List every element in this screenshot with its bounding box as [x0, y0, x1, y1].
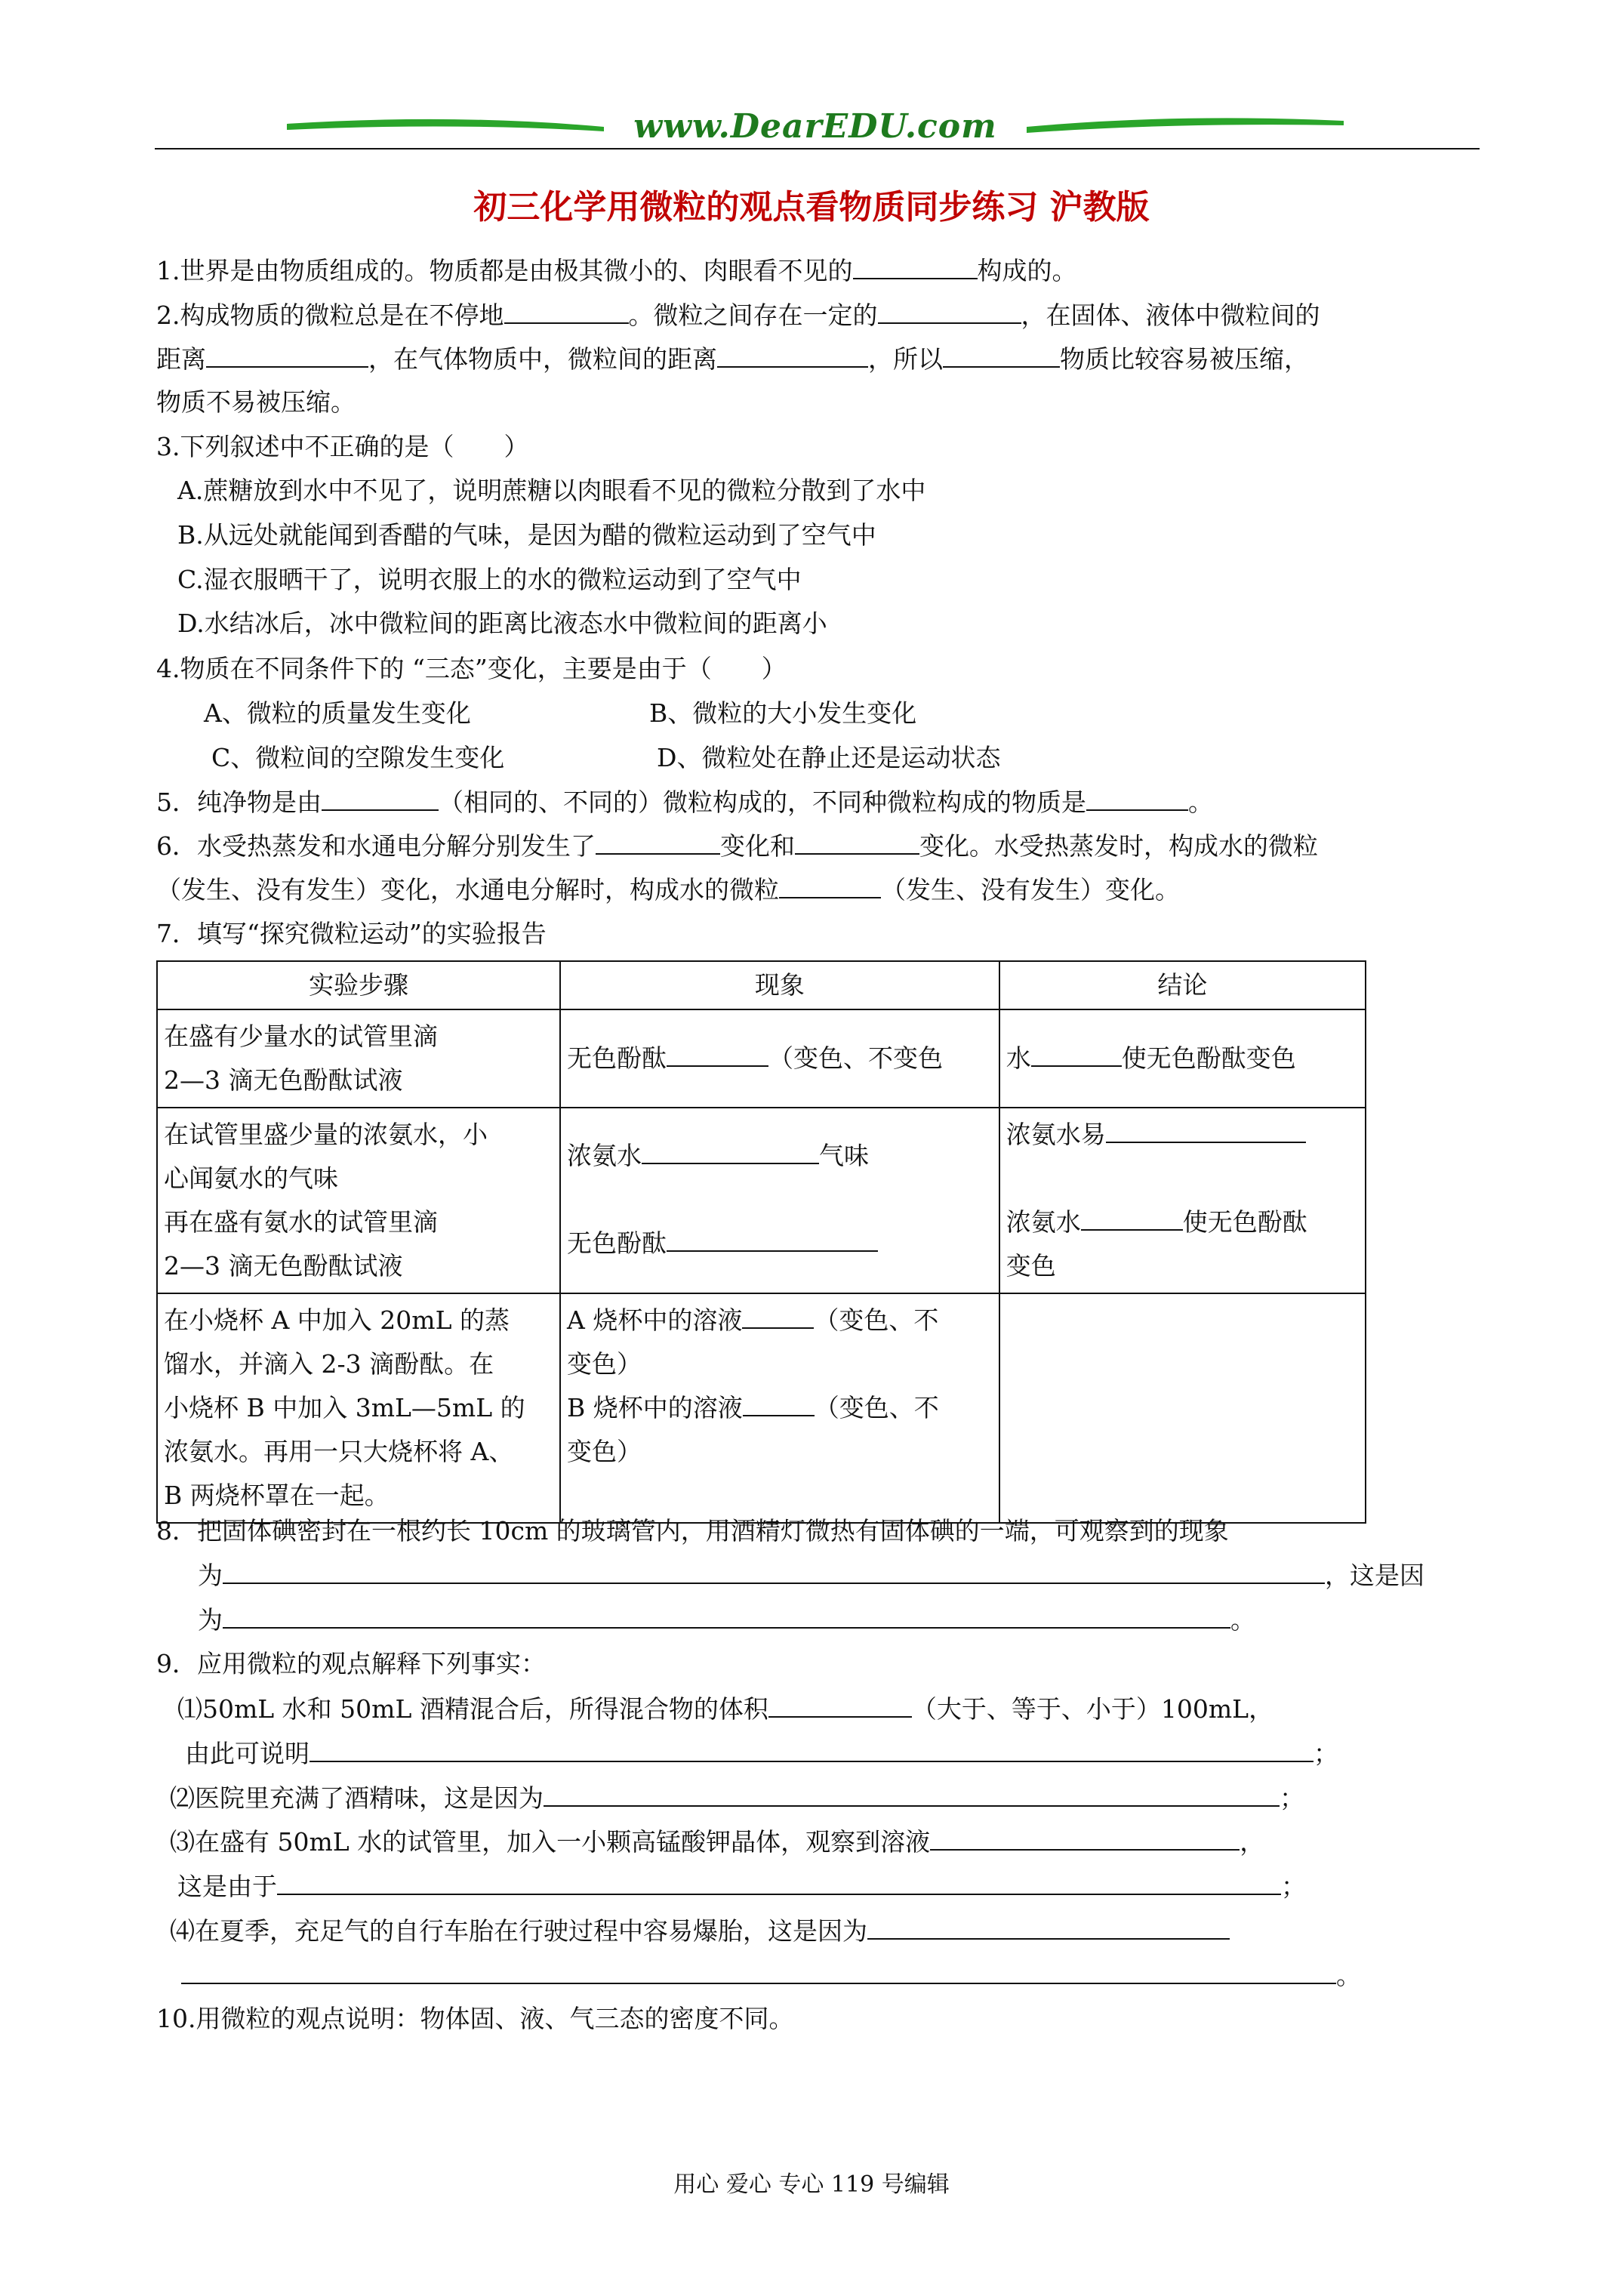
cell-text: 心闻氨水的气味 — [164, 1163, 338, 1193]
q6-text: （发生、没有发生）变化。 — [881, 875, 1180, 905]
cell-text — [567, 1299, 993, 1342]
cell-text: 浓氨水易 — [1006, 1120, 1106, 1149]
answer-blank[interactable] — [779, 874, 881, 898]
answer-blank[interactable] — [743, 1392, 815, 1416]
cell-text: 无色酚酞 — [567, 1043, 667, 1073]
answer-blank[interactable] — [596, 831, 720, 855]
cell-text: 变色） — [567, 1437, 642, 1466]
answer-blank[interactable] — [181, 1960, 1336, 1984]
q6-text: 变化和 — [720, 831, 795, 861]
table-row — [157, 1009, 1366, 1108]
question-9-stem: 9．应用微粒的观点解释下列事实： — [156, 1649, 546, 1678]
q9-text: ； — [1281, 1872, 1306, 1901]
answer-blank[interactable] — [223, 1604, 1230, 1629]
page-footer: 用心 爱心 专心 119 号编辑 — [673, 2171, 950, 2198]
cell-text: 浓氨水。再用一只大烧杯将 A、 — [164, 1437, 514, 1466]
logo-text: www.DearEDU.com — [633, 107, 997, 146]
answer-blank[interactable] — [642, 1140, 819, 1164]
question-2-line-3 — [156, 387, 356, 418]
answer-blank[interactable] — [768, 1693, 912, 1718]
cell-text: 2—3 滴无色酚酞试液 — [164, 1251, 403, 1281]
cell-text: A 烧杯中的溶液 — [567, 1305, 743, 1335]
q2-text: 物质比较容易被压缩， — [1060, 344, 1309, 374]
cell-text — [567, 1134, 993, 1178]
cell-text: 在小烧杯 A 中加入 20mL 的蒸 — [164, 1305, 510, 1335]
answer-blank[interactable] — [667, 1228, 878, 1252]
q9-text: ， — [1240, 1827, 1265, 1857]
answer-blank[interactable] — [310, 1738, 1313, 1762]
question-6-line-2 — [156, 874, 1180, 905]
cell-text: 小烧杯 B 中加入 3mL—5mL 的 — [164, 1393, 525, 1422]
question-8-line-2 — [198, 1560, 1424, 1591]
cell-text: 再在盛有氨水的试管里滴 — [164, 1207, 438, 1237]
cell-text: 变色 — [1006, 1251, 1056, 1281]
q9-text: ⑶在盛有 50mL 水的试管里，加入一小颗高锰酸钾晶体，观察到溶液 — [170, 1827, 931, 1857]
answer-blank[interactable] — [667, 1043, 768, 1067]
cell-text: （变色、不变色 — [768, 1043, 944, 1073]
q5-text: （相同的、不同的）微粒构成的，不同种微粒构成的物质是 — [439, 787, 1086, 817]
q8-text: ，这是因 — [1325, 1561, 1424, 1590]
answer-blank[interactable] — [943, 344, 1060, 368]
q6-text: （发生、没有发生）变化，水通电分解时，构成水的微粒 — [156, 875, 779, 905]
answer-blank[interactable] — [1086, 787, 1188, 811]
answer-blank[interactable] — [544, 1783, 1280, 1807]
q9-text: ； — [1280, 1783, 1304, 1813]
site-logo — [287, 107, 1344, 153]
cell-text: 在试管里盛少量的浓氨水，小 — [164, 1120, 488, 1149]
answer-blank[interactable] — [1031, 1043, 1122, 1067]
cell-text: 无色酚酞 — [567, 1228, 667, 1258]
cell-text: （变色、不 — [814, 1305, 939, 1335]
cell-text: 浓氨水 — [1006, 1207, 1081, 1237]
question-3-stem: 3.下列叙述中不正确的是（ ） — [156, 432, 529, 461]
table-header-steps: 实验步骤 — [157, 961, 560, 1009]
question-3-option-c: C.湿衣服晒干了，说明衣服上的水的微粒运动到了空气中 — [177, 565, 802, 594]
q1-text: 1.世界是由物质组成的。物质都是由极其微小的、肉眼看不见的 — [156, 256, 853, 285]
q8-text: 。 — [1230, 1605, 1255, 1635]
q2-text: 。微粒之间存在一定的 — [628, 300, 878, 330]
q9-text: 。 — [1336, 1961, 1361, 1990]
cell-text — [567, 1386, 993, 1430]
answer-blank[interactable] — [223, 1560, 1325, 1584]
phenomenon-cell — [560, 1293, 999, 1523]
phenomenon-cell — [560, 1009, 999, 1108]
question-2-line-1 — [156, 300, 1320, 331]
question-7-stem: 7．填写“探究微粒运动”的实验报告 — [156, 919, 547, 948]
answer-blank[interactable] — [867, 1915, 1230, 1940]
answer-blank[interactable] — [717, 344, 868, 368]
table-header-phenomenon: 现象 — [560, 961, 999, 1009]
cell-text: 馏水，并滴入 2-3 滴酚酞。在 — [164, 1349, 494, 1379]
question-6-line-1 — [156, 831, 1318, 861]
q2-text: 物质不易被压缩。 — [156, 387, 356, 417]
q9-text: ⑴50mL 水和 50mL 酒精混合后，所得混合物的体积 — [177, 1694, 768, 1724]
q2-text: ，在固体、液体中微粒间的 — [1021, 300, 1320, 330]
cell-text — [567, 1222, 993, 1265]
conclusion-cell[interactable] — [999, 1293, 1366, 1523]
cell-text: B 两烧杯罩在一起。 — [164, 1481, 390, 1510]
cell-text — [1006, 1037, 1359, 1080]
phenomenon-cell — [560, 1108, 999, 1293]
q9-text: （大于、等于、小于）100mL， — [911, 1694, 1274, 1724]
question-4-option-c: C、微粒间的空隙发生变化 — [211, 743, 505, 772]
answer-blank[interactable] — [742, 1305, 814, 1329]
answer-blank[interactable] — [1081, 1207, 1183, 1231]
answer-blank[interactable] — [1106, 1119, 1306, 1143]
cell-text: 浓氨水 — [567, 1141, 642, 1170]
answer-blank[interactable] — [878, 300, 1021, 324]
q2-text: ，所以 — [868, 344, 943, 374]
cell-text: 使无色酚酞变色 — [1121, 1043, 1296, 1073]
answer-blank[interactable] — [206, 344, 368, 368]
question-8-line-1: 8．把固体碘密封在一根约长 10cm 的玻璃管内，用酒精灯微热有固体碘的一端，可观察到的现象 — [156, 1516, 1229, 1546]
q9-text: ； — [1313, 1739, 1338, 1768]
question-4-option-d: D、微粒处在静止还是运动状态 — [657, 743, 1001, 772]
q8-text: 为 — [198, 1605, 223, 1635]
question-9-part-4-cont — [181, 1960, 1361, 1991]
q5-text: 5．纯净物是由 — [156, 787, 322, 817]
answer-blank[interactable] — [795, 831, 919, 855]
q5-text: 。 — [1188, 787, 1213, 817]
question-9-part-4 — [170, 1915, 1230, 1946]
question-9-part-1-cont — [185, 1738, 1338, 1769]
conclusion-cell — [999, 1009, 1366, 1108]
cell-text — [1006, 1113, 1359, 1157]
cell-text: B 烧杯中的溶液 — [567, 1393, 743, 1422]
cell-text: 变色） — [567, 1349, 642, 1379]
experiment-report-table — [156, 960, 1366, 1524]
q1-text-end: 构成的。 — [977, 256, 1077, 285]
question-3-option-a: A.蔗糖放到水中不见了，说明蔗糖以肉眼看不见的微粒分散到了水中 — [177, 476, 926, 505]
step-cell — [157, 1108, 560, 1293]
cell-text: （变色、不 — [814, 1393, 939, 1422]
table-row — [157, 1108, 1366, 1293]
question-10: 10.用微粒的观点说明：物体固、液、气三态的密度不同。 — [156, 2004, 794, 2033]
cell-text — [567, 1037, 993, 1080]
answer-blank[interactable] — [322, 787, 439, 811]
cell-text: 在盛有少量水的试管里滴 — [164, 1022, 438, 1051]
q2-text: 2.构成物质的微粒总是在不停地 — [156, 300, 504, 330]
cell-text: 2—3 滴无色酚酞试液 — [164, 1065, 403, 1095]
q9-text: ⑵医院里充满了酒精味，这是因为 — [170, 1783, 544, 1813]
answer-blank[interactable] — [930, 1826, 1240, 1851]
question-2-line-2 — [156, 344, 1309, 374]
cell-text: 使无色酚酞 — [1182, 1207, 1307, 1237]
q9-text: ⑷在夏季，充足气的自行车胎在行驶过程中容易爆胎，这是因为 — [170, 1916, 867, 1946]
step-cell — [157, 1293, 560, 1523]
table-header-conclusion: 结论 — [999, 961, 1366, 1009]
page-title: 初三化学用微粒的观点看物质同步练习 沪教版 — [473, 188, 1150, 227]
answer-blank[interactable] — [853, 255, 978, 279]
header-divider — [155, 148, 1480, 149]
question-9-part-1 — [177, 1693, 1273, 1724]
q9-text: 这是由于 — [177, 1872, 277, 1901]
question-3-option-b: B.从远处就能闻到香醋的气味，是因为醋的微粒运动到了空气中 — [177, 520, 876, 550]
q6-text: 6．水受热蒸发和水通电分解分别发生了 — [156, 831, 596, 861]
question-5 — [156, 787, 1213, 818]
question-1 — [156, 255, 1077, 286]
answer-blank[interactable] — [504, 300, 629, 324]
table-row — [157, 1293, 1366, 1523]
question-4-stem: 4.物质在不同条件下的 “三态”变化，主要是由于（ ） — [156, 654, 787, 683]
question-9-part-3 — [170, 1826, 1264, 1857]
q8-text: 为 — [198, 1561, 223, 1590]
cell-text: 气味 — [819, 1141, 870, 1170]
question-3-option-d: D.水结冰后，冰中微粒间的距离比液态水中微粒间的距离小 — [177, 609, 827, 638]
q2-text: 距离 — [156, 344, 206, 374]
cell-text: 水 — [1006, 1043, 1031, 1073]
conclusion-cell — [999, 1108, 1366, 1293]
question-9-part-3-cont — [177, 1871, 1306, 1902]
question-4-option-b: B、微粒的大小发生变化 — [649, 698, 917, 728]
q6-text: 变化。水受热蒸发时，构成水的微粒 — [919, 831, 1318, 861]
question-4-option-a: A、微粒的质量发生变化 — [204, 698, 471, 728]
answer-blank[interactable] — [277, 1871, 1281, 1895]
question-8-line-3 — [198, 1604, 1255, 1635]
cell-text — [1006, 1200, 1359, 1244]
step-cell — [157, 1009, 560, 1108]
q9-text: 由此可说明 — [185, 1739, 310, 1768]
q2-text: ，在气体物质中，微粒间的距离 — [368, 344, 717, 374]
table-header-row — [157, 961, 1366, 1009]
question-9-part-2 — [170, 1783, 1304, 1814]
